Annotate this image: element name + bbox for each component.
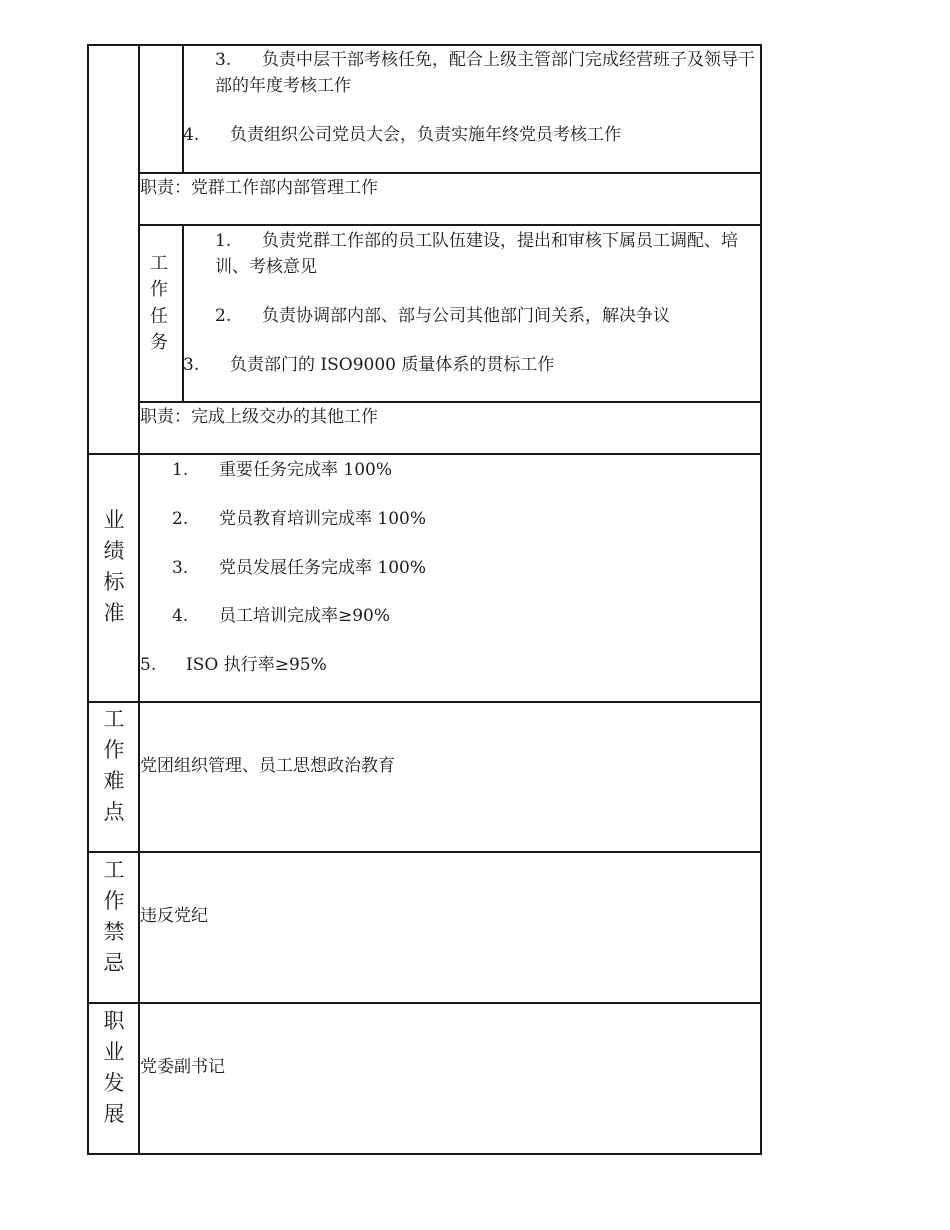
list-item-number: 5. [140, 655, 157, 675]
divider [138, 401, 762, 403]
label-char: 职 [103, 1009, 125, 1033]
task-number: 3. [183, 355, 200, 375]
label-char: 准 [103, 601, 125, 625]
list-item-number: 2. [172, 509, 189, 529]
task-label-char: 工 [150, 253, 168, 274]
task-number: 3. [215, 50, 232, 70]
label-char: 发 [103, 1071, 125, 1095]
task-label-char: 任 [150, 306, 168, 327]
table-frame [87, 44, 762, 1155]
task-number: 2. [215, 306, 232, 326]
task-label-char: 作 [150, 279, 168, 300]
label-char: 绩 [103, 539, 125, 563]
task-text: 负责中层干部考核任免，配合上级主管部门完成经营班子及领导干部的年度考核工作 [215, 50, 755, 96]
task-text: 负责组织公司党员大会，负责实施年终党员考核工作 [230, 125, 621, 145]
label-char: 难 [103, 769, 125, 793]
list-item: 员工培训完成率≥90% [219, 606, 391, 626]
label-char: 点 [103, 800, 125, 824]
task-label-char: 务 [150, 332, 168, 353]
list-item: 重要任务完成率 100% [219, 460, 393, 480]
divider [182, 44, 184, 174]
label-char: 作 [103, 738, 125, 762]
label-char: 作 [103, 889, 125, 913]
prohibition-text: 违反党纪 [140, 906, 208, 926]
list-item-number: 1. [172, 460, 189, 480]
task-number: 4. [183, 125, 200, 145]
difficulty-text: 党团组织管理、员工思想政治教育 [140, 756, 395, 776]
divider [87, 1002, 762, 1004]
label-char: 工 [103, 858, 125, 882]
task-number: 1. [215, 231, 232, 251]
label-char: 业 [103, 508, 125, 532]
label-char: 业 [103, 1040, 125, 1064]
label-char: 工 [103, 707, 125, 731]
label-char: 禁 [103, 920, 125, 944]
duty-text: 职责：完成上级交办的其他工作 [140, 407, 378, 427]
divider [87, 701, 762, 703]
divider [87, 453, 762, 455]
duty-text: 职责：党群工作部内部管理工作 [140, 178, 378, 198]
divider [138, 172, 762, 174]
task-text: 负责党群工作部的员工队伍建设，提出和审核下属员工调配、培训、考核意见 [215, 231, 738, 277]
list-item: 党员发展任务完成率 100% [219, 558, 427, 578]
list-item-number: 4. [172, 606, 189, 626]
career-text: 党委副书记 [140, 1057, 225, 1077]
divider [87, 851, 762, 853]
divider [138, 224, 762, 226]
label-char: 展 [103, 1102, 125, 1126]
label-char: 忌 [103, 951, 125, 975]
label-char: 标 [103, 570, 125, 594]
task-text: 负责协调部内部、部与公司其他部门间关系，解决争议 [262, 306, 670, 326]
list-item: ISO 执行率≥95% [186, 655, 327, 675]
list-item-number: 3. [172, 558, 189, 578]
task-text: 负责部门的 ISO9000 质量体系的贯标工作 [230, 355, 555, 375]
list-item: 党员教育培训完成率 100% [219, 509, 427, 529]
